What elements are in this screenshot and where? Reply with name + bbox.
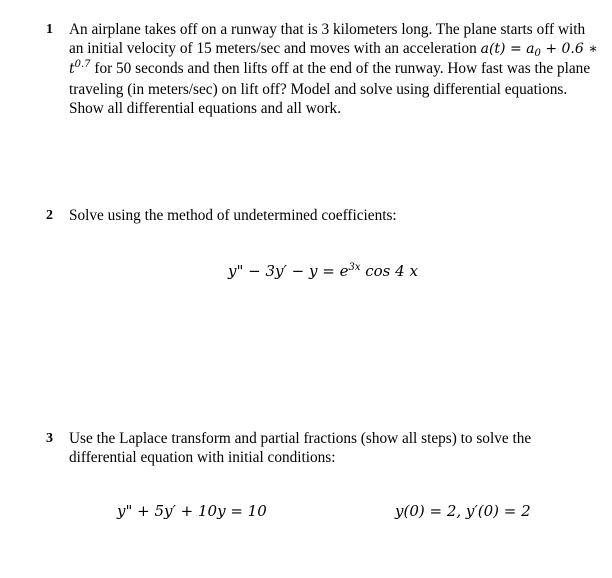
- problem-number: 1: [46, 22, 53, 37]
- problem-text-part1: An airplane takes off on a runway that is 3 kilometers long. The plane starts off with an initial velocity of 15 meters/sec and moves with an acceleration: [69, 21, 586, 58]
- initial-conditions: y(0) = 2, y′(0) = 2: [395, 502, 531, 520]
- problem-number: 3: [46, 431, 53, 446]
- problem-number: 2: [46, 208, 53, 223]
- differential-equation: y" + 5y′ + 10y = 10: [117, 502, 267, 520]
- problem-text-part2: for 50 seconds and then lifts off at the end of the runway. How fast was the plane traveling (in meters/sec) on lift off? Model and solve using differential equations. Show all differential equations and all work.: [69, 60, 591, 117]
- acceleration-formula: $a(t) = a_0 + 0.6$ ∗ $t^{0.7}$: [69, 41, 598, 78]
- differential-equation: y" − $3y' - y = e^{3x}$ cos 4 x: [228, 262, 418, 280]
- problem-text: [69, 20, 599, 118]
- problem-text: Solve using the method of undetermined coefficients:: [69, 207, 397, 224]
- problem-text: Use the Laplace transform and partial fractions (show all steps) to solve the differential equation with initial conditions:: [69, 430, 532, 467]
